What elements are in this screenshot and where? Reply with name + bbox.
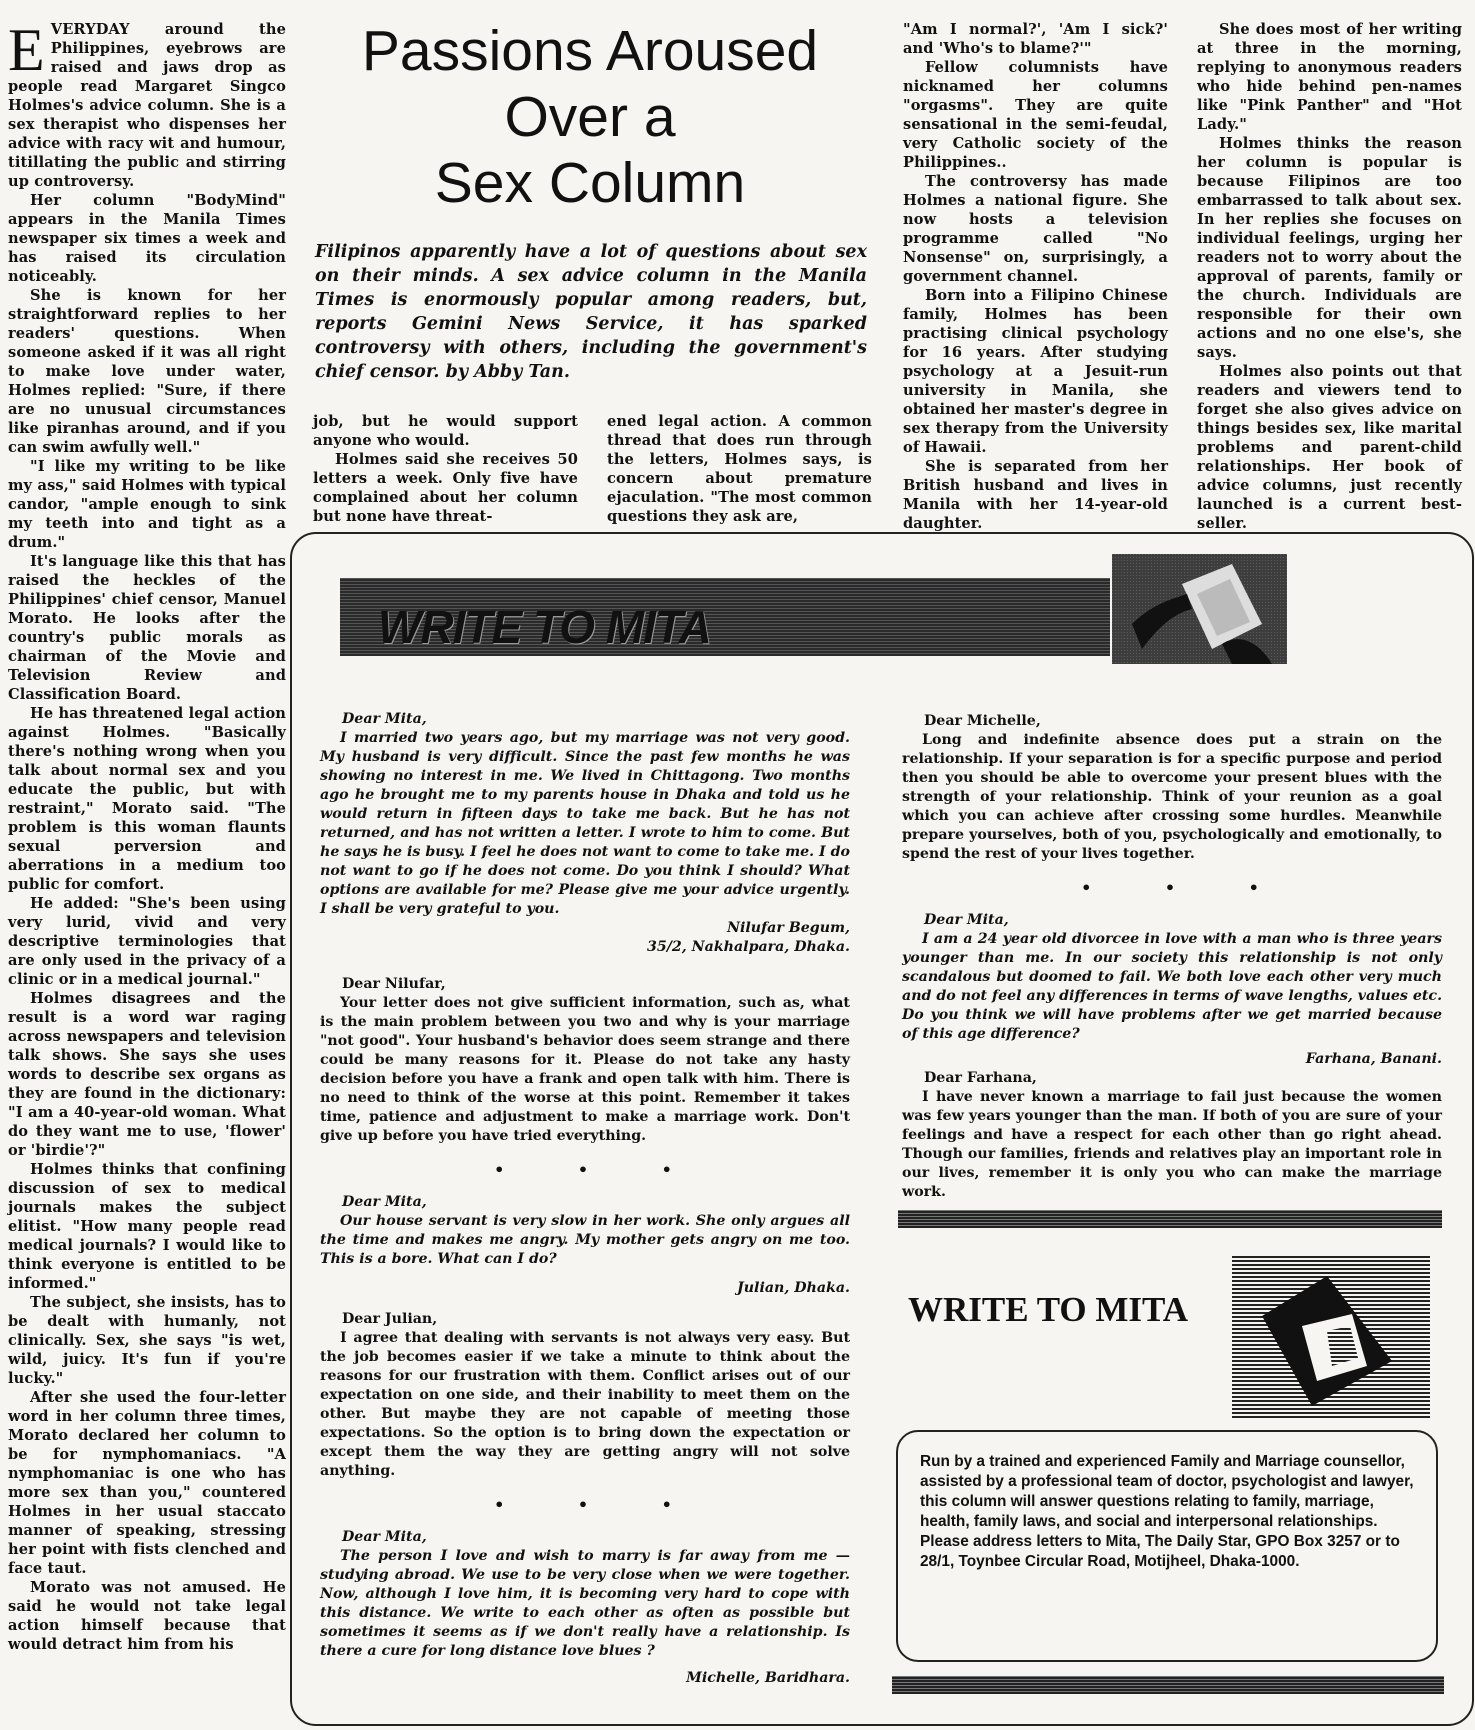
reply-body: Long and indefinite absence does put a strain on the relationship. If your separation is for a specific purpose and period then you should be able to overcome your present blues with the strength of your relationship. Think of your reunion as a goal which you can achieve after crossing some hurdles. Meanwhile prepare yourselves, both of you, psychologically and emotionally, to spend the rest of your lives together. — [902, 732, 1442, 862]
article-column-2 — [313, 412, 578, 526]
article-column-4 — [903, 20, 1168, 533]
reply-body: I agree that dealing with servants is not always very easy. But the job becomes easier if we take a minute to think about the reasons for our frustration with them. Conflict arises out of our expectation on one side, and their inability to meet them on the other. But maybe they are not capable of meeting those expectations. So the option is to bring down the expectation or except them the way they are getting angry will not solve anything. — [320, 1330, 850, 1479]
article-paragraph: Born into a Filipino Chinese family, Holmes has been practising clinical psychology for 16 years. After studying psychology at a Jesuit-run university in Manila, she obtained her master's degree in sex therapy from the University of Hawaii. — [903, 287, 1168, 456]
article-deck: Filipinos apparently have a lot of questions about sex on their minds. A sex advice column in the Manila Times is enormously popular among readers, but, reports Gemini News Service, it has sparked controversy with others, including the government's chief censor. by Abby Tan. — [315, 242, 867, 382]
article-paragraph: job, but he would support anyone who would. — [313, 413, 578, 449]
letter-salutation: Dear Mita, — [924, 912, 1009, 928]
reply-body: I have never known a marriage to fail just because the women was few years younger than the man. If both of you are sure of your feelings and have a respect for each other than go right ahead. Though our families, friends and relatives play an important role in our lives, remember it is only you who can make the marriage work. — [902, 1089, 1442, 1200]
article-paragraph: The subject, she insists, has to be dealt with humanly, not clinically. Sex, she says "is wet, wild, juicy. It's fun if you're lucky." — [8, 1294, 286, 1387]
drop-cap: E — [8, 17, 45, 83]
letters-left-column — [320, 710, 850, 1688]
info-text — [920, 1452, 1416, 1572]
article-paragraph: It's language like this that has raised the heckles of the Philippines' chief censor, Manuel Morato. He looks after the country's public morals as chairman of the Movie and Television Review and Classification Board. — [8, 553, 286, 703]
article-paragraph: Her column "BodyMind" appears in the Manila Times newspaper six times a week and has raised its circulation noticeably. — [8, 192, 286, 285]
letter-signature: Julian, Dhaka. — [737, 1280, 850, 1296]
article-paragraph: Holmes disagrees and the result is a word war raging across newspapers and television talk shows. She says she uses words to describe sex organs as they are found in the dictionary: "I am a 40-year-old woman. What do they want me to use, 'flower' or 'birdie'?" — [8, 990, 286, 1159]
info-paragraph: Run by a trained and experienced Family and Marriage counsellor, assisted by a professional team of doctor, psychologist and lawyer, this column will answer questions relating to family, marriage, health, family laws, and social and interpersonal relationships. — [920, 1453, 1414, 1530]
letter-salutation: Dear Mita, — [342, 1529, 427, 1545]
article-paragraph: Holmes thinks that confining discussion of sex to medical journals makes the subject elitist. "How many people read medical journals? I would like to think everyone is entitled to be informed." — [8, 1161, 286, 1292]
article-paragraph: EVERYDAY around the Philippines, eyebrows are raised and jaws drop as people read Margaret Singco Holmes's advice column. She is a sex therapist who dispenses her advice with racy wit and humour, titillating the public and stirring up controversy. — [8, 17, 286, 190]
letter-salutation: Dear Mita, — [342, 1194, 427, 1210]
decorative-rule — [898, 1210, 1442, 1228]
letter-signature: Farhana, Banani. — [1305, 1051, 1442, 1067]
letters-right-column — [902, 712, 1442, 1202]
decorative-rule — [892, 1676, 1444, 1694]
article-paragraph: Holmes thinks the reason her column is popular is because Filipinos are too embarrassed to talk about sex. In her replies she focuses on individual feelings, urging her readers not to worry about the approval of parents, family or the church. Individuals are responsible for their own actions and no one else's, she says. — [1197, 135, 1462, 361]
mita-logo-graphic — [1232, 1256, 1430, 1418]
letter-body: I am a 24 year old divorcee in love with a man who is three years younger than me. In our society this relationship is not only scandalous but doomed to fail. We both love each other very much and do not feel any differences in terms of wave lengths, values etc. Do you think we will have problems after we get married because of this age difference? — [902, 931, 1443, 1042]
letter-body: I married two years ago, but my marriage was not very good. My husband is very difficult. Since the past few months he was showing no interest in me. We lived in Chittagong. Two months ago he brought me to my parents house in Dhaka and told us he would return in fifteen days to take me back. But he has not returned, and has not written a letter. I wrote to him to come. But he says he is busy. I feel he does not want to come to take me. I do not want to go if he does not come. Do you think I should? What options are available for me? Please give me your advice urgently. I shall be very grateful to you. — [320, 730, 850, 917]
separator-dots: • • • — [1081, 878, 1293, 897]
separator-dots: • • • — [494, 1495, 706, 1514]
article-paragraph: She is separated from her British husband and lives in Manila with her 14-year-old daughter. — [903, 458, 1168, 532]
letter-body: The person I love and wish to marry is far away from me — studying abroad. We use to be very close when we were together. Now, although I love him, it is becoming very hard to cope with this distance. We write to each other as often as possible but sometimes it seems as if we don't really have a relationship. Is there a cure for long distance love blues ? — [320, 1548, 850, 1659]
reply-salutation: Dear Farhana, — [924, 1070, 1037, 1086]
article-column-3 — [607, 412, 872, 526]
letter-body: Our house servant is very slow in her work. She only argues all the time and makes me angry. My mother gets angry on me too. This is a bore. What can I do? — [320, 1213, 850, 1267]
article-paragraph: He added: "She's been using very lurid, vivid and very descriptive terminologies that are only used in the privacy of a clinic or in a medical journal." — [8, 895, 286, 988]
reply-salutation: Dear Julian, — [342, 1311, 438, 1327]
letter-address: 35/2, Nakhalpara, Dhaka. — [647, 939, 850, 955]
article-paragraph: He has threatened legal action against Holmes. "Basically there's nothing wrong when you talk about normal sex and you educate the public, but with restraint," Morato said. "The problem is this woman flaunts sexual perversion and aberrations in a medium too public for comfort. — [8, 705, 286, 893]
article-paragraph: She does most of her writing at three in the morning, replying to anonymous readers who hide behind pen-names like "Pink Panther" and "Hot Lady." — [1197, 21, 1462, 133]
letter-signature: Michelle, Baridhara. — [686, 1670, 850, 1686]
logo-title: WRITE TO MITA — [908, 1290, 1189, 1329]
letter-photo-image — [1112, 554, 1287, 664]
banner-title: WRITE TO MITA — [378, 601, 711, 653]
article-paragraph: Holmes also points out that readers and viewers tend to forget she also gives advice on things besides sex, like marital problems and parent-child relationships. Her book of advice columns, just recently launched is a current best-seller. — [1197, 363, 1462, 532]
article-paragraph: "I like my writing to be like my ass," said Holmes with typical candor, "ample enough to sink my teeth into and tight as a drum." — [8, 458, 286, 551]
headline: Passions Aroused Over a Sex Column — [361, 19, 819, 215]
article-paragraph: ened legal action. A common thread that does run through the letters, Holmes says, is concern about premature ejaculation. "The most common questions they ask are, — [607, 413, 872, 525]
reply-salutation: Dear Nilufar, — [342, 976, 446, 992]
article-paragraph: Morato was not amused. He said he would not take legal action himself because that would detract him from his — [8, 1579, 286, 1653]
reply-body: Your letter does not give sufficient information, such as, what is the main problem between you two and why is your marriage "not good". Your husband's behavior does seem strange and there could be many reasons for it. Please do not take any hasty decision before you have a frank and open talk with him. There is no need to think of the worse at this point. Remember it takes time, patience and adjustment to make a marriage work. Don't give up before you have tried everything. — [320, 995, 850, 1144]
article-column-1 — [8, 17, 286, 1654]
info-paragraph: Please address letters to Mita, The Daily Star, GPO Box 3257 or to 28/1, Toynbee Circular Road, Motijheel, Dhaka-1000. — [920, 1533, 1400, 1570]
letter-signature: Nilufar Begum, — [727, 920, 850, 936]
article-paragraph: Fellow columnists have nicknamed her columns "orgasms". They are quite sensational in the semi-feudal, very Catholic society of the Philippines.. — [903, 59, 1168, 171]
article-paragraph: "Am I normal?', 'Am I sick?' and 'Who's to blame?'" — [903, 21, 1168, 57]
article-paragraph: She is known for her straightforward replies to her readers' questions. When someone asked if it was all right to make love under water, Holmes replied: "Sure, if there are no unusual circumstances like piranhas around, and if you can swim awfully well." — [8, 287, 286, 456]
separator-dots: • • • — [494, 1160, 706, 1179]
reply-salutation: Dear Michelle, — [924, 713, 1041, 729]
article-column-5 — [1197, 20, 1462, 533]
article-paragraph: The controversy has made Holmes a national figure. She now hosts a television programme called "No Nonsense" on, surprisingly, a government channel. — [903, 173, 1168, 285]
article-paragraph: After she used the four-letter word in her column three times, Morato declared her column to be for nymphomaniacs. "A nymphomaniac is one who has more sex than you," countered Holmes in her usual staccato manner of speaking, stressing her point with fists clenched and face taut. — [8, 1389, 286, 1577]
letter-salutation: Dear Mita, — [342, 711, 427, 727]
article-paragraph: Holmes said she receives 50 letters a week. Only five have complained about her column but none have threat- — [313, 451, 578, 525]
